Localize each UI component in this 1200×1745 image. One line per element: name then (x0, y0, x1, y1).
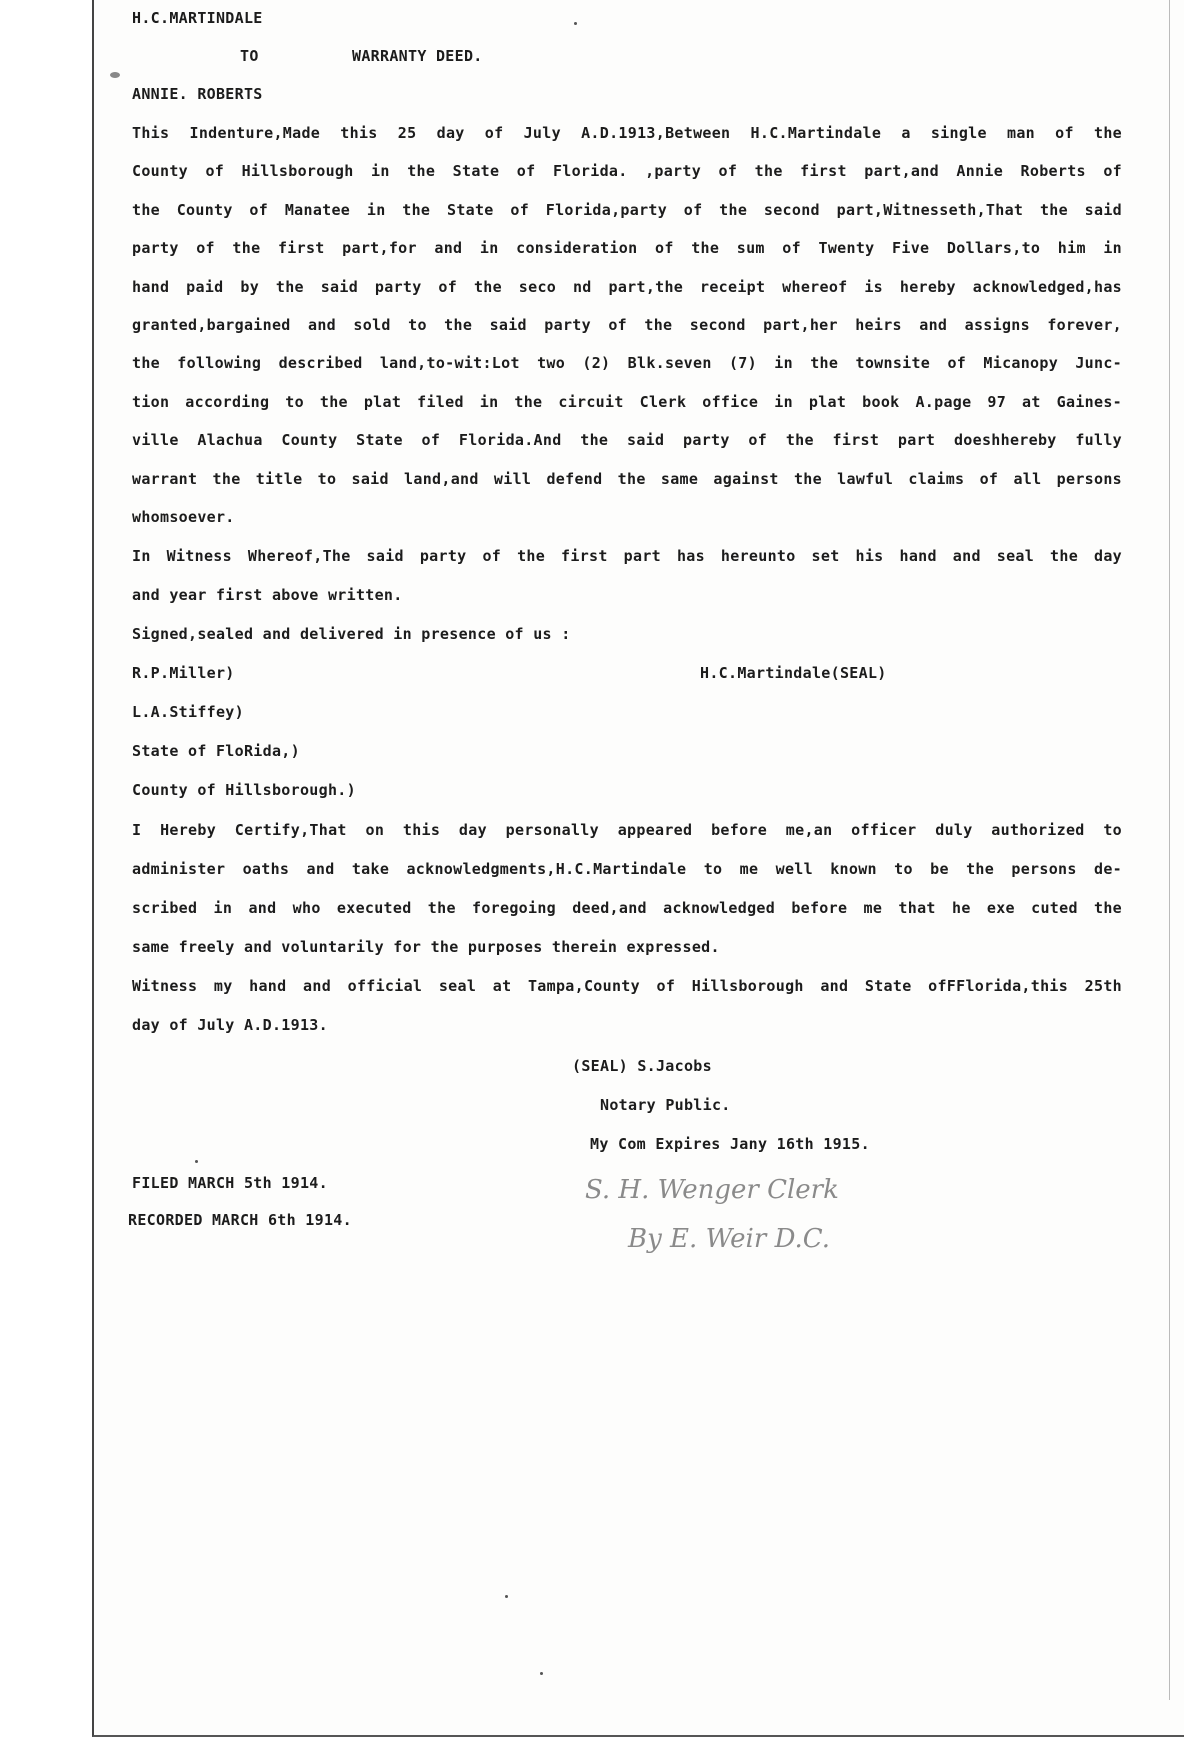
deed-type-title: WARRANTY DEED. (352, 47, 483, 65)
indenture-line: tion according to the plat filed in the circuit Clerk office in plat book A.page 97 at Gaines- (132, 392, 1122, 411)
indenture-line: hand paid by the said party of the seco nd part,the receipt whereof is hereby acknowledged,has (132, 277, 1122, 296)
witness-clause-last: and year first above written. (132, 586, 403, 604)
filed-date: FILED MARCH 5th 1914. (132, 1174, 328, 1192)
ink-speck (540, 1672, 543, 1675)
indenture-line: County of Hillsborough in the State of Florida. ,party of the first part,and Annie Roberts of (132, 162, 1122, 181)
to-header: TO (240, 47, 259, 65)
witness-hand-line: Witness my hand and official seal at Tampa,County of Hillsborough and State ofFFlorida,this 25th (132, 977, 1122, 995)
deputy-clerk-signature: By E. Weir D.C. (628, 1224, 830, 1254)
indenture-line: This Indenture,Made this 25 day of July A.D.1913,Between H.C.Martindale a single man of the (132, 124, 1122, 142)
ink-speck (195, 1160, 198, 1163)
witness-1: R.P.Miller) (132, 664, 235, 682)
grantor-signature: H.C.Martindale(SEAL) (700, 664, 887, 682)
cert-line: administer oaths and take acknowledgments,H.C.Martindale to me well known to be the persons de- (132, 860, 1122, 878)
notary-seal-name: (SEAL) S.Jacobs (572, 1057, 712, 1075)
county-line: County of Hillsborough.) (132, 781, 356, 799)
witness-2: L.A.Stiffey) (132, 703, 244, 721)
signed-line: Signed,sealed and delivered in presence of us : (132, 625, 571, 643)
page-edge (1168, 0, 1170, 1700)
notary-title: Notary Public. (600, 1096, 731, 1114)
witness-clause-line: In Witness Whereof,The said party of the first part has hereunto set his hand and seal the day (132, 547, 1122, 565)
witness-hand-last: day of July A.D.1913. (132, 1016, 328, 1034)
cert-line: I Hereby Certify,That on this day personally appeared before me,an officer duly authorized to (132, 821, 1122, 839)
body-last-line: whomsoever. (132, 508, 235, 526)
ink-speck (505, 1595, 508, 1598)
indenture-line: ville Alachua County State of Florida.And the said party of the first part doeshhereby fully (132, 431, 1122, 450)
cert-last-line: same freely and voluntarily for the purposes therein expressed. (132, 938, 720, 956)
recorded-date: RECORDED MARCH 6th 1914. (128, 1211, 352, 1229)
indenture-line: warrant the title to said land,and will defend the same against the lawful claims of all persons (132, 469, 1122, 488)
cert-line: scribed in and who executed the foregoing deed,and acknowledged before me that he exe cuted the (132, 899, 1122, 917)
grantor-header: H.C.MARTINDALE (132, 9, 263, 27)
clerk-signature: S. H. Wenger Clerk (585, 1175, 839, 1205)
indenture-line: granted,bargained and sold to the said party of the second part,her heirs and assigns forever, (132, 316, 1122, 334)
ink-speck (574, 22, 577, 25)
indenture-line: the County of Manatee in the State of Florida,party of the second part,Witnesseth,That the said (132, 200, 1122, 219)
ink-smudge (110, 72, 120, 78)
state-line: State of FloRida,) (132, 742, 300, 760)
grantee-header: ANNIE. ROBERTS (132, 85, 263, 103)
notary-expires: My Com Expires Jany 16th 1915. (590, 1135, 870, 1153)
indenture-line: party of the first part,for and in consideration of the sum of Twenty Five Dollars,to him in (132, 239, 1122, 258)
indenture-line: the following described land,to-wit:Lot two (2) Blk.seven (7) in the townsite of Micanopy Junc- (132, 354, 1122, 373)
